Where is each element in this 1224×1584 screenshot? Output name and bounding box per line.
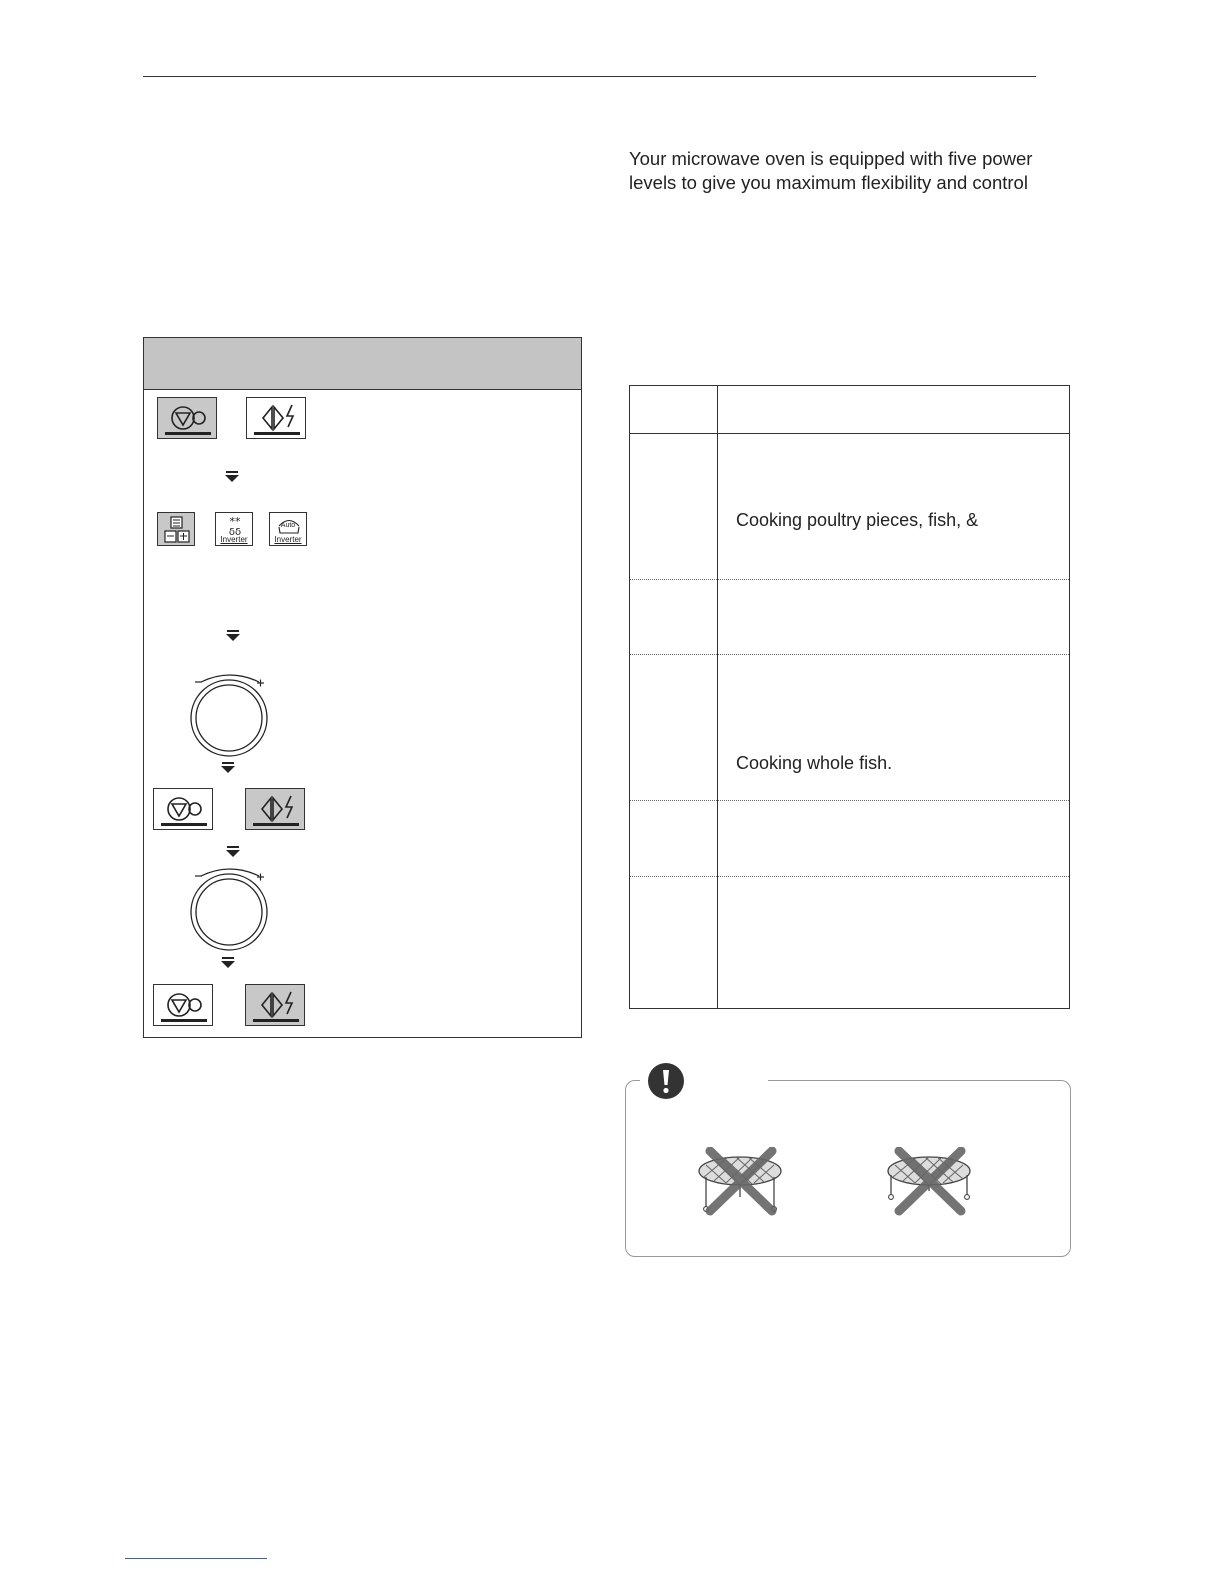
menu-icon — [158, 513, 196, 547]
arrow-down-icon — [226, 630, 240, 642]
table-row-divider — [630, 654, 1069, 655]
auto-cook-inverter-label: Inverter — [274, 535, 302, 544]
table-row-divider — [630, 800, 1069, 801]
table-row-divider — [630, 876, 1069, 877]
defrost-inverter-label: Inverter — [220, 535, 248, 544]
intro-line-2: levels to give you maximum flexibility and control — [629, 172, 1028, 193]
start-icon — [246, 985, 306, 1027]
power-level-table — [629, 385, 1070, 1009]
stop-clear-icon — [158, 398, 218, 440]
start-button[interactable] — [245, 788, 305, 830]
stop-clear-icon — [154, 789, 214, 831]
arrow-down-icon — [221, 762, 235, 774]
stop-clear-button[interactable] — [153, 984, 213, 1026]
stop-clear-icon — [154, 985, 214, 1027]
table-row-3-use: Cooking whole fish. — [736, 753, 893, 773]
auto-cook-auto-label: Auto — [280, 522, 296, 529]
dial-icon — [187, 864, 273, 954]
auto-cook-inverter-button[interactable] — [269, 512, 307, 546]
stop-clear-button[interactable] — [157, 397, 217, 439]
instruction-panel — [143, 337, 582, 1038]
defrost-inverter-button[interactable] — [215, 512, 253, 546]
top-rule — [143, 76, 1036, 77]
table-column-divider — [717, 386, 718, 1008]
dial-icon — [187, 670, 273, 760]
start-icon — [246, 789, 306, 831]
arrow-down-icon — [226, 846, 240, 858]
exclamation-icon — [648, 1063, 684, 1099]
menu-button[interactable] — [157, 512, 195, 546]
table-row-1-use: Cooking poultry pieces, fish, & — [736, 510, 979, 530]
start-icon — [247, 398, 307, 440]
intro-paragraph — [629, 147, 1069, 195]
arrow-down-icon — [221, 957, 235, 969]
crossed-rack-icon — [696, 1147, 786, 1217]
svg-text:δδ: δδ — [228, 527, 242, 538]
footer-link-underline — [125, 1558, 267, 1559]
stop-clear-button[interactable] — [153, 788, 213, 830]
table-header-divider — [630, 433, 1069, 434]
table-row-divider — [630, 579, 1069, 580]
note-box — [625, 1080, 1071, 1257]
arrow-down-icon — [225, 471, 239, 483]
panel-header — [144, 338, 581, 390]
start-button[interactable] — [245, 984, 305, 1026]
svg-text:**: ** — [229, 515, 241, 528]
crossed-rack-icon — [883, 1147, 973, 1217]
intro-line-1: Your microwave oven is equipped with five power — [629, 148, 1033, 169]
start-button[interactable] — [246, 397, 306, 439]
